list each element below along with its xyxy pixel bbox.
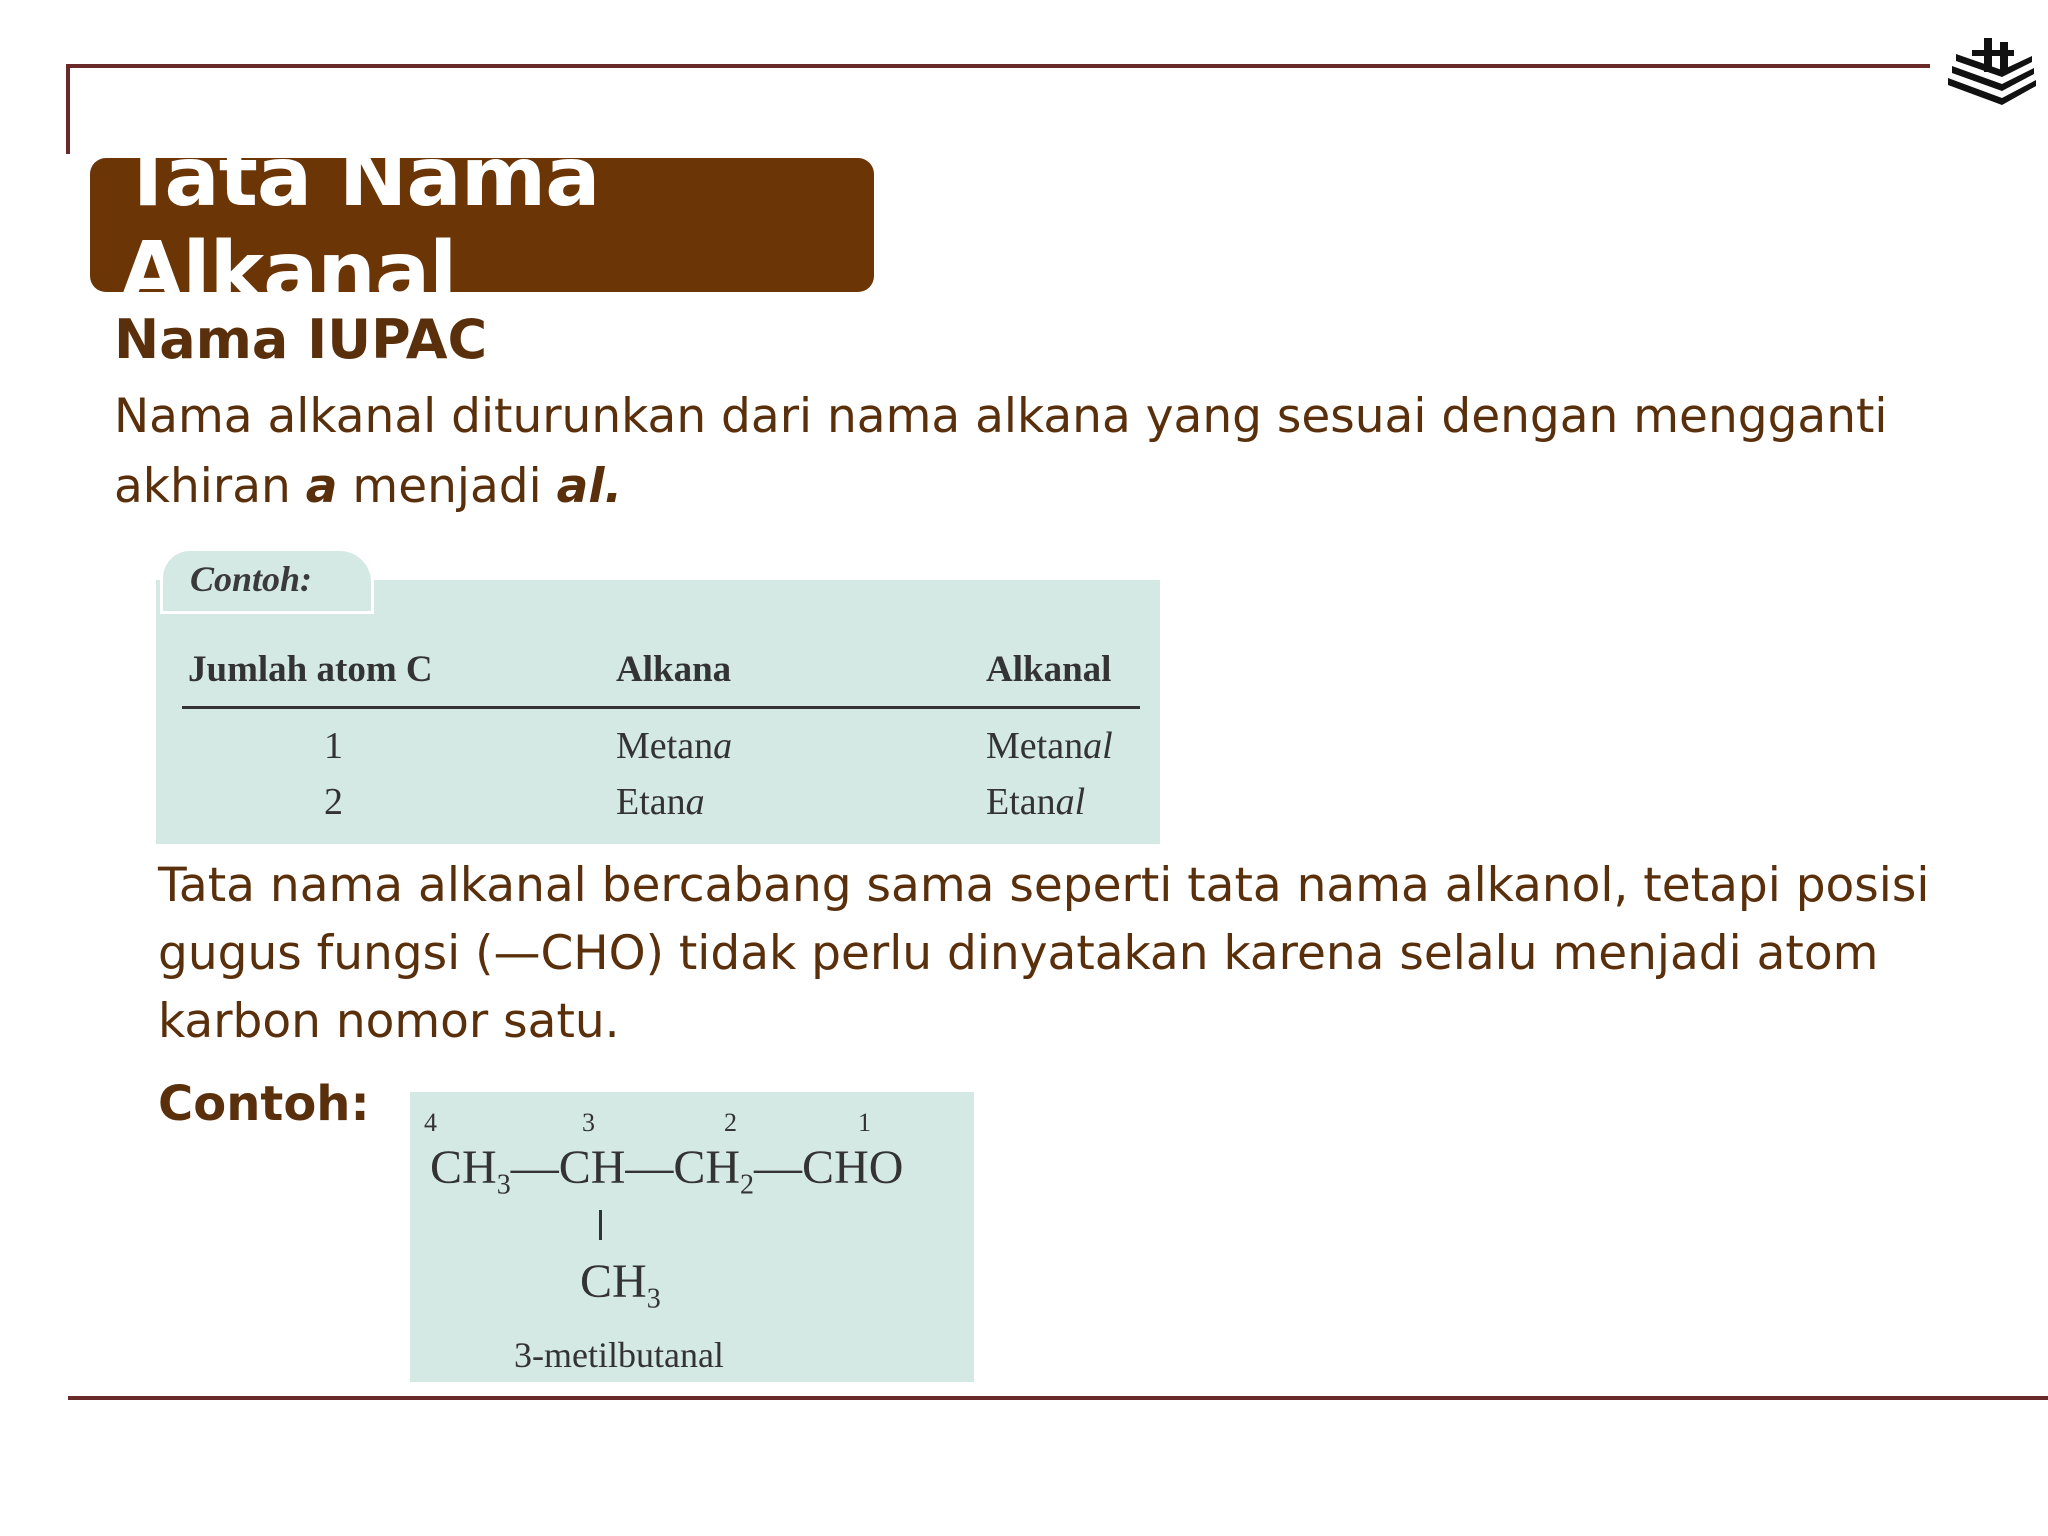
branching-paragraph: Tata nama alkanal bercabang sama seperti tata nama alkanol, tetapi posisi gugus fungsi (—CHO) tidak perlu dinyatakan karena selalu menjadi atom karbon nomor satu. [158, 858, 1930, 1049]
row-1-count: 1 [324, 725, 343, 767]
carbon-number-1: 1 [858, 1108, 871, 1137]
slide-title: Tata Nama Alkanal [120, 130, 600, 320]
books-logo-icon [1944, 36, 2040, 108]
example-table [156, 580, 1160, 844]
row-1-alkanal: Metanal [986, 725, 1113, 767]
header-alkana: Alkana [616, 649, 732, 690]
compound-name: 3-metilbutanal [514, 1335, 724, 1375]
intro-paragraph [114, 382, 1934, 522]
example-label: Contoh: [158, 1076, 370, 1132]
row-2-count: 2 [324, 781, 343, 823]
intro-middle: menjadi [352, 459, 542, 514]
bottom-rule [68, 1396, 2048, 1400]
structure-panel [410, 1092, 974, 1382]
carbon-number-4: 4 [424, 1108, 437, 1137]
header-alkanal: Alkanal [986, 649, 1112, 690]
section-heading: Nama IUPAC [114, 308, 488, 371]
row-2-alkana: Etana [616, 781, 705, 823]
branch-bond [599, 1210, 602, 1240]
intro-text: Nama alkanal diturunkan dari nama alkana yang sesuai dengan mengganti akhiran [114, 389, 1888, 514]
suffix-a: a [305, 459, 338, 514]
left-rule [66, 64, 70, 154]
example-tab-label: Contoh: [190, 559, 313, 599]
carbon-number-3: 3 [582, 1108, 595, 1137]
suffix-al: al. [556, 459, 623, 514]
top-rule [68, 64, 1930, 68]
header-divider [182, 706, 1140, 709]
methyl-branch: $CH_3$ [580, 1255, 661, 1315]
title-banner [90, 130, 874, 320]
carbon-number-2: 2 [724, 1108, 737, 1137]
row-1-alkana: Metana [616, 725, 733, 767]
main-chain-formula: $CH_3—CH—CH_2—CHO$ [430, 1141, 904, 1201]
row-2-alkanal: Etanal [986, 781, 1086, 823]
example-tab [160, 548, 374, 614]
header-carbon-count: Jumlah atom C [188, 649, 433, 690]
